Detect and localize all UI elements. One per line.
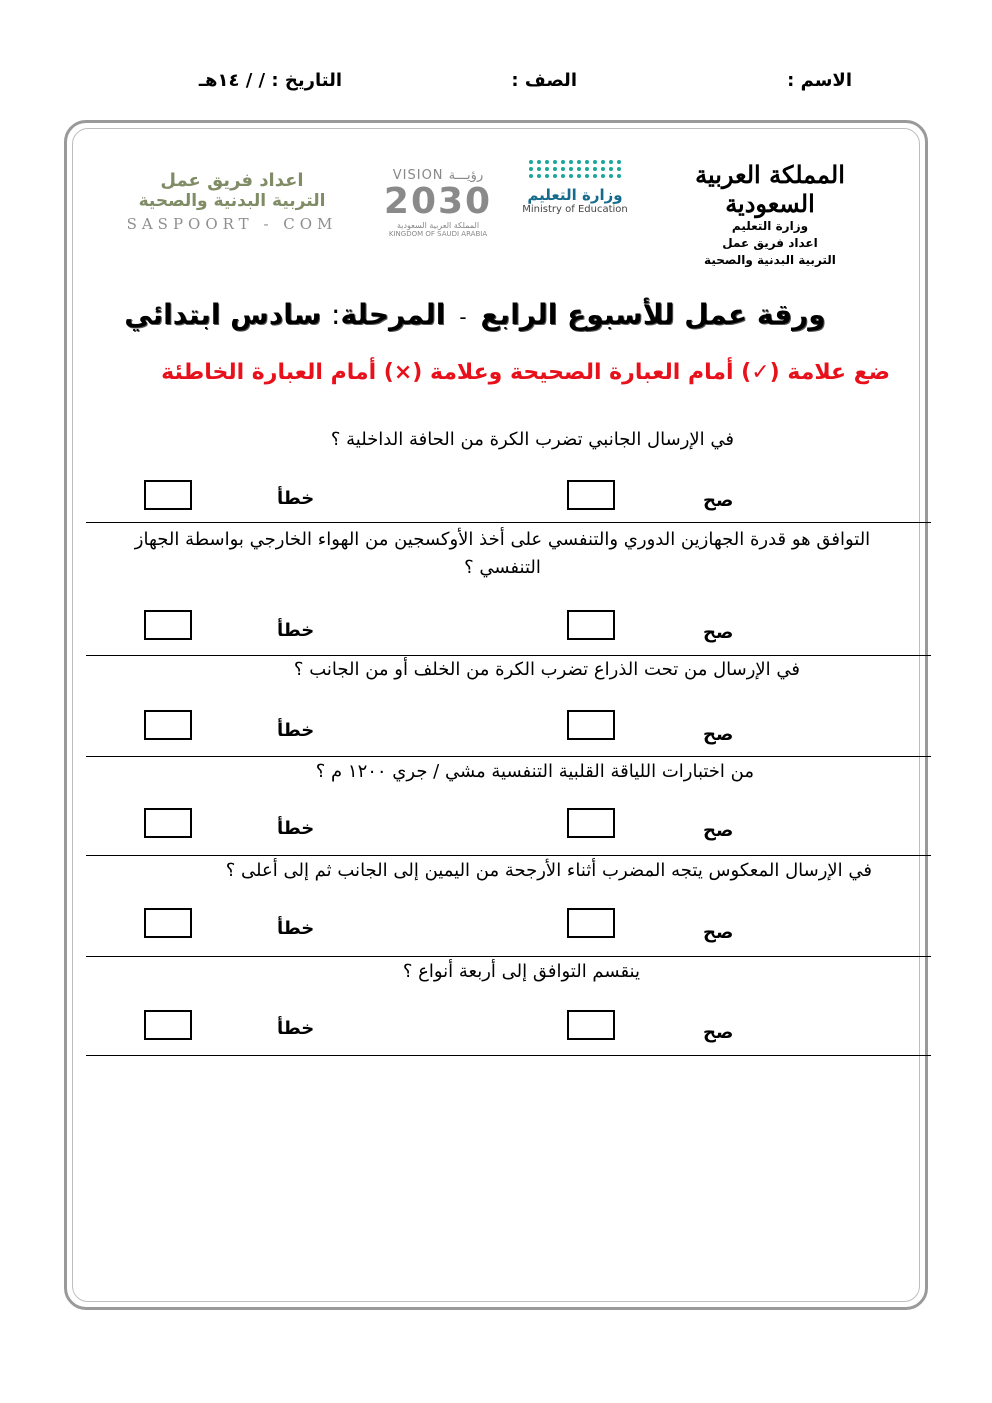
vision-country-ar: المملكة العربية السعودية <box>396 221 480 230</box>
q5-false-box[interactable] <box>144 908 192 938</box>
q2-true-box[interactable] <box>567 610 615 640</box>
q5-true-label: صح <box>703 922 734 943</box>
kingdom-calligraphy: المملكة العربية السعودية <box>695 160 845 218</box>
question-5-text: في الإرسال المعكوس يتجه المضرب أثناء الأرجحة من اليمين إلى الجانب ثم إلى أعلى ؟ <box>225 860 872 881</box>
vision-year: 2030 <box>383 181 493 222</box>
date-label: التاريخ : / / ١٤هـ <box>198 70 342 91</box>
divider <box>86 756 931 757</box>
vision-word: VISION رؤيـــة <box>392 168 484 183</box>
q1-true-box[interactable] <box>567 480 615 510</box>
team-line: اعداد فريق عمل <box>722 236 818 250</box>
class-label: الصف : <box>511 70 577 91</box>
stage-colon: : <box>331 298 341 331</box>
instruction-text: ضع علامة (✓) أمام العبارة الصحيحة وعلامة (×) أمام العبارة الخاطئة <box>161 360 890 385</box>
team-site: SASPOORT - COM <box>126 215 338 233</box>
q3-false-label: خطأ <box>277 720 315 741</box>
q3-false-box[interactable] <box>144 710 192 740</box>
title-main: ورقة عمل للأسبوع الرابع <box>480 298 826 331</box>
stage-label: المرحلة <box>340 298 446 331</box>
question-1-text: في الإرسال الجانبي تضرب الكرة من الحافة الداخلية ؟ <box>330 429 734 450</box>
q6-false-label: خطأ <box>277 1018 315 1039</box>
q2-false-label: خطأ <box>277 620 315 641</box>
vision-country-en: KINGDOM OF SAUDI ARABIA <box>388 230 488 238</box>
divider <box>86 855 931 856</box>
q5-false-label: خطأ <box>277 918 315 939</box>
worksheet-title <box>100 298 850 331</box>
title-sep: - <box>459 305 467 329</box>
subject-line: التربية البدنية والصحية <box>704 253 836 267</box>
question-6-text: ينقسم التوافق إلى أربعة أنواع ؟ <box>402 961 640 982</box>
kingdom-logo <box>680 160 860 269</box>
divider <box>86 956 931 957</box>
q6-true-label: صح <box>703 1022 734 1043</box>
q6-false-box[interactable] <box>144 1010 192 1040</box>
q2-false-box[interactable] <box>144 610 192 640</box>
q3-true-box[interactable] <box>567 710 615 740</box>
moe-dots-icon <box>527 160 623 178</box>
q1-true-label: صح <box>703 490 734 511</box>
ministry-line: وزارة التعليم <box>731 219 809 233</box>
question-4-text: من اختبارات اللياقة القلبية التنفسية مشي / جري ١٢٠٠ م ؟ <box>315 761 754 782</box>
q4-false-box[interactable] <box>144 808 192 838</box>
moe-logo <box>500 160 650 215</box>
team-subject: التربية البدنية والصحية <box>138 191 326 211</box>
name-label: الاسم : <box>787 70 852 91</box>
q3-true-label: صح <box>703 724 734 745</box>
q1-false-box[interactable] <box>144 480 192 510</box>
q6-true-box[interactable] <box>567 1010 615 1040</box>
moe-english: Ministry of Education <box>522 204 628 215</box>
team-logo <box>112 170 352 233</box>
q4-true-label: صح <box>703 820 734 841</box>
team-title: اعداد فريق عمل <box>160 170 304 191</box>
divider <box>86 1055 931 1056</box>
q1-false-label: خطأ <box>277 488 315 509</box>
question-3-text: في الإرسال من تحت الذراع تضرب الكرة من الخلف أو من الجانب ؟ <box>293 659 800 680</box>
vision-2030-logo <box>378 168 498 238</box>
moe-arabic: وزارة التعليم <box>527 186 623 204</box>
q2-true-label: صح <box>703 622 734 643</box>
divider <box>86 522 931 523</box>
q4-false-label: خطأ <box>277 818 315 839</box>
q4-true-box[interactable] <box>567 808 615 838</box>
q5-true-box[interactable] <box>567 908 615 938</box>
question-2-text: التوافق هو قدرة الجهازين الدوري والتنفسي على أخذ الأوكسجين من الهواء الخارجي بواسطة الجهاز التنفسي ؟ <box>134 529 871 578</box>
stage-value: سادس ابتدائي <box>124 298 322 331</box>
